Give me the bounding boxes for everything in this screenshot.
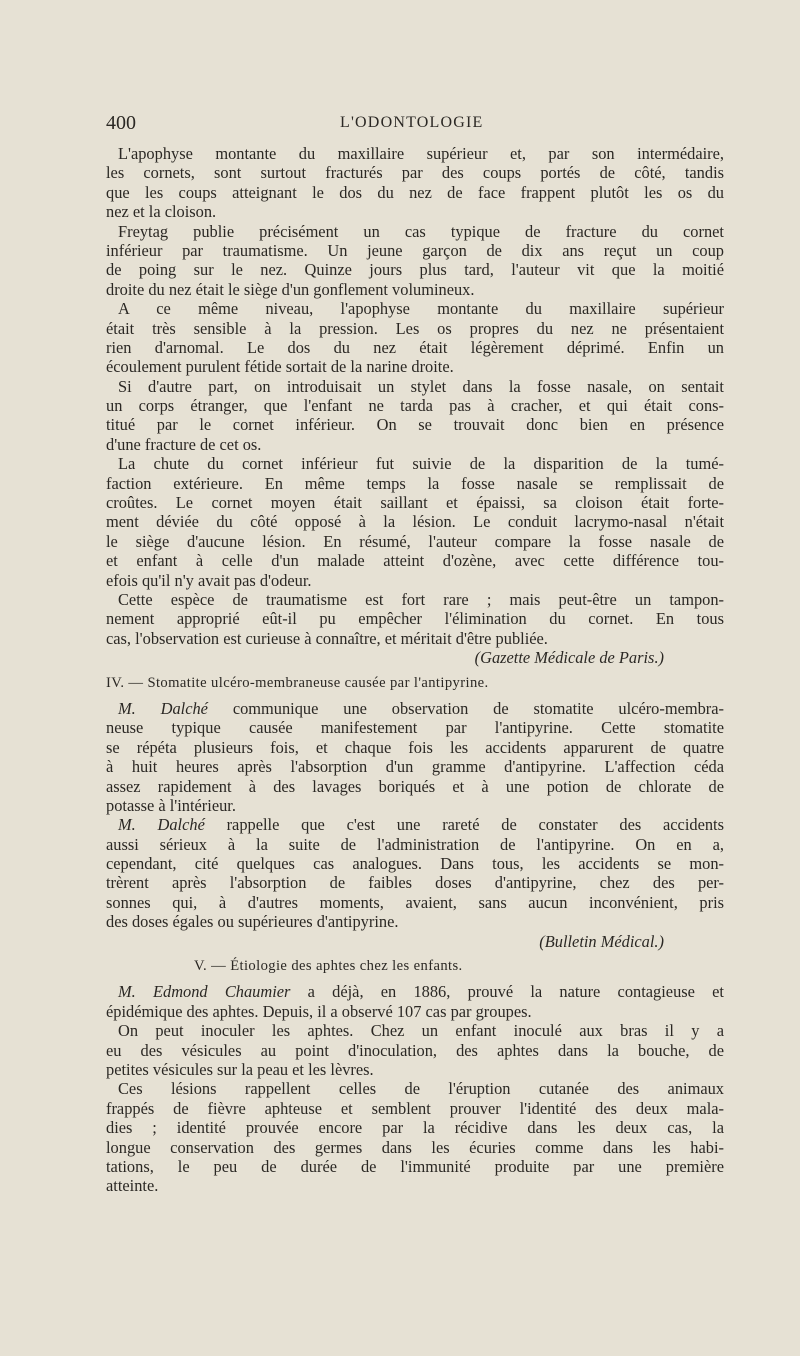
text-line: nez et la cloison. xyxy=(106,202,217,222)
text-line: eu des vésicules au point d'inoculation, des aphtes dans la bouche, de xyxy=(106,1040,724,1060)
text-line: efois qu'il n'y avait pas d'odeur. xyxy=(106,570,312,590)
text-line: à huit heures après l'absorption d'un gramme d'antipyrine. L'affection céda xyxy=(106,757,724,777)
text-line: que les coups atteignant le dos du nez de face frappent plutôt les os du xyxy=(106,182,724,202)
text-line: des doses égales ou supérieures d'antipyrine. xyxy=(106,912,399,932)
text-line: aussi sérieux à la suite de l'administration de l'antipyrine. On en a, xyxy=(106,834,724,854)
text-line: était très sensible à la pression. Les os propres du nez ne présentaient xyxy=(106,318,724,338)
text-line: de poing sur le nez. Quinze jours plus tard, l'auteur vit que la moitié xyxy=(106,260,724,280)
text-line: les cornets, sont surtout fracturés par des coups portés de côté, tandis xyxy=(106,163,724,183)
text-line: atteinte. xyxy=(106,1176,159,1196)
text-line: L'apophyse montante du maxillaire supérieur et, par son intermédaire, xyxy=(118,144,724,163)
paragraph-1 xyxy=(106,144,724,222)
text-line: se répéta plusieurs fois, et chaque fois les accidents apparurent de quatre xyxy=(106,737,724,757)
text-line: inférieur par traumatisme. Un jeune garçon de dix ans reçut un coup xyxy=(106,240,724,260)
text-line: Freytag publie précisément un cas typique de fracture du cornet xyxy=(118,221,724,241)
text-line: trèrent après l'absorption de faibles doses d'antipyrine, chez des per- xyxy=(106,873,724,893)
text-line: frappés de fièvre aphteuse et semblent prouver l'identité des deux mala- xyxy=(106,1098,724,1118)
text-line: le siège d'aucune lésion. En résumé, l'auteur compare la fosse nasale de xyxy=(106,531,724,551)
paragraph-3 xyxy=(106,299,724,377)
text-line: croûtes. Le cornet moyen était saillant et épaissi, sa cloison était forte- xyxy=(106,493,724,513)
text-line: nement approprié eût-il pu empêcher l'élimination du cornet. En tous xyxy=(106,609,724,629)
text-line: et enfant à celle d'un malade atteint d'ozène, avec cette différence tou- xyxy=(106,551,724,571)
text-line: cas, l'observation est curieuse à connaître, et méritait d'être publiée. xyxy=(106,628,548,648)
author-name: M. Dalché xyxy=(118,698,208,718)
text-line xyxy=(106,699,724,718)
running-head xyxy=(0,112,800,140)
text-line: La chute du cornet inférieur fut suivie de la disparition de la tumé- xyxy=(118,454,724,474)
text-line: titué par le cornet inférieur. On se trouvait donc bien en présence xyxy=(106,415,724,435)
text-line: A ce même niveau, l'apophyse montante du maxillaire supérieur xyxy=(118,299,724,319)
author-name: M. Edmond Chaumier xyxy=(118,982,291,1002)
text-line: sonnes qui, à d'autres moments, avaient, sans aucun inconvénient, pris xyxy=(106,892,724,912)
text-line: On peut inoculer les aphtes. Chez un enfant inoculé aux bras il y a xyxy=(118,1021,724,1041)
paragraph-5 xyxy=(106,454,724,590)
text-line: dies ; identité prouvée encore par la récidive dans les deux cas, la xyxy=(106,1118,724,1138)
paragraph-9 xyxy=(106,982,724,1021)
paragraph-7 xyxy=(106,699,724,815)
text-line: Cette espèce de traumatisme est fort rare ; mais peut-être un tampon- xyxy=(118,589,724,609)
text-line: un corps étranger, que l'enfant ne tarda pas à cracher, et qui était cons- xyxy=(106,396,724,416)
text-line: ment déviée du côté opposé à la lésion. Le conduit lacrymo-nasal n'était xyxy=(106,512,724,532)
paragraph-11 xyxy=(106,1079,724,1195)
text-line: tations, le peu de durée de l'immunité produite par une première xyxy=(106,1156,724,1176)
text-line xyxy=(106,982,724,1001)
paragraph-8 xyxy=(106,815,724,931)
text-run: rappelle que c'est une rareté de constater des accidents xyxy=(204,815,724,835)
paragraph-10 xyxy=(106,1021,724,1079)
body-text xyxy=(106,144,724,1196)
text-run: a déjà, en 1886, prouvé la nature contagieuse et xyxy=(290,982,724,1002)
text-line: droite du nez était le siège d'un gonflement volumineux. xyxy=(106,279,475,299)
text-line: d'une fracture de cet os. xyxy=(106,434,262,454)
paragraph-4 xyxy=(106,377,724,455)
source-citation: (Bulletin Médical.) xyxy=(539,931,664,951)
text-line xyxy=(106,815,724,834)
text-line: potasse à l'intérieur. xyxy=(106,795,236,815)
text-line: faction extérieure. En même temps la fosse nasale se remplissait de xyxy=(106,473,724,493)
source-citation: (Gazette Médicale de Paris.) xyxy=(474,648,664,668)
text-line: Si d'autre part, on introduisait un stylet dans la fosse nasale, on sentait xyxy=(118,376,724,396)
paragraph-2 xyxy=(106,222,724,300)
page-number: 400 xyxy=(106,112,136,134)
running-title: L'ODONTOLOGIE xyxy=(340,114,484,131)
text-run: communique une observation de stomatite ulcéro-membra- xyxy=(207,698,724,718)
text-line: écoulement purulent fétide sortait de la narine droite. xyxy=(106,357,454,377)
paragraph-6 xyxy=(106,590,724,648)
section-heading: IV. — Stomatite ulcéro-membraneuse causée par l'antipyrine. xyxy=(106,674,489,691)
author-name: M. Dalché xyxy=(118,815,205,835)
text-line: cependant, cité quelques cas analogues. Dans tous, les accidents se mon- xyxy=(106,854,724,874)
text-line: rien d'arnomal. Le dos du nez était légèrement déprimé. Enfin un xyxy=(106,337,724,357)
section-heading: V. — Étiologie des aphtes chez les enfants. xyxy=(194,958,463,975)
text-line: neuse typique causée manifestement par l'antipyrine. Cette stomatite xyxy=(106,718,724,738)
text-line: Ces lésions rappellent celles de l'éruption cutanée des animaux xyxy=(118,1079,724,1099)
text-line: petites vésicules sur la peau et les lèvres. xyxy=(106,1059,374,1079)
text-line: épidémique des aphtes. Depuis, il a observé 107 cas par groupes. xyxy=(106,1001,532,1021)
text-line: longue conservation des germes dans les écuries comme dans les habi- xyxy=(106,1137,724,1157)
text-line: assez rapidement à des lavages boriqués et à une potion de chlorate de xyxy=(106,776,724,796)
